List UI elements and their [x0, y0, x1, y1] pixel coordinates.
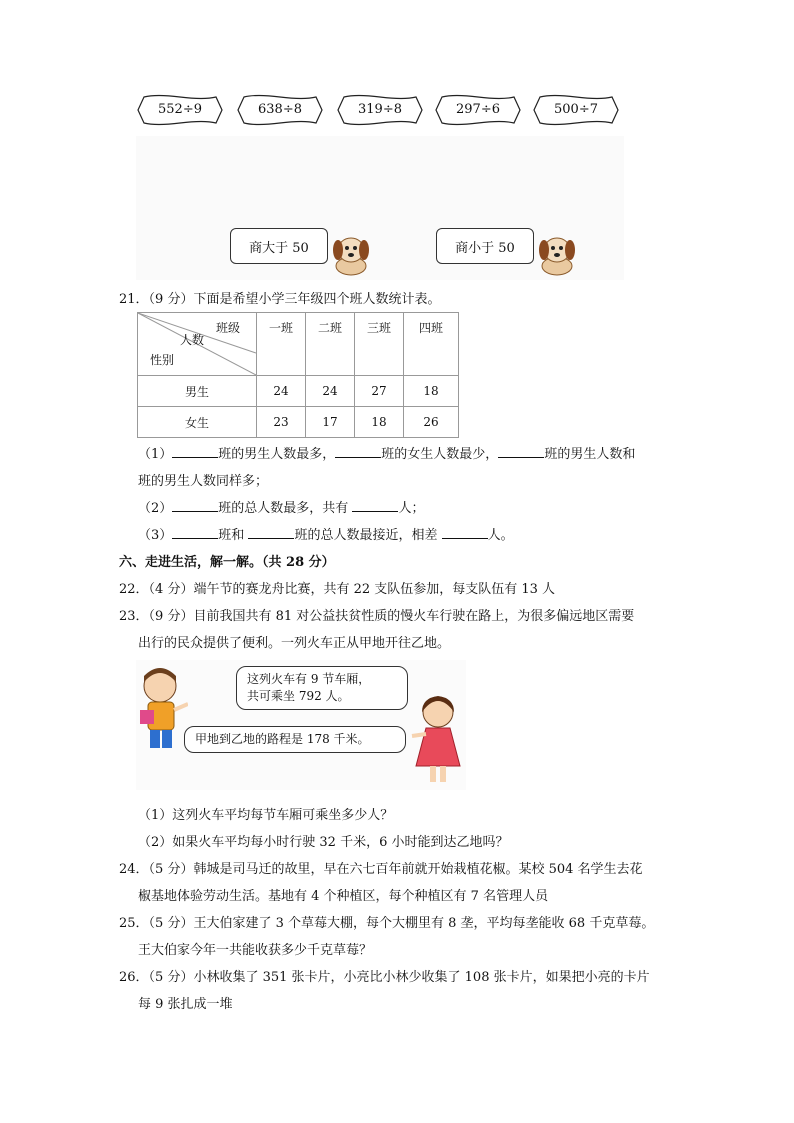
q21-sub1-line2: 班的男生人数同样多； — [138, 474, 269, 489]
speech-bubble-girl — [184, 726, 406, 753]
q21-sub1-line1 — [138, 443, 635, 462]
table-cell: 24 — [257, 376, 306, 407]
q23-line1: 23．（9 分）目前我国共有 81 对公益扶贫性质的慢火车行驶在路上，为很多偏远地区需要 — [119, 609, 635, 624]
text: 班的总人数最接近，相差 — [294, 528, 438, 543]
q26-line2: 每 9 张扎成一堆 — [138, 997, 233, 1012]
table-cell: 26 — [404, 407, 459, 438]
sub-number: （3） — [138, 528, 173, 543]
box-quotient-greater — [230, 228, 328, 264]
speech-bubble-boy — [236, 666, 408, 710]
expression-tag — [136, 94, 224, 126]
table-cell: 24 — [306, 376, 355, 407]
corner-label-count: 人数 — [180, 333, 205, 347]
expression-tag — [236, 94, 324, 126]
q24-line2: 椒基地体验劳动生活。基地有 4 个种植区，每个种植区有 7 名管理人员 — [138, 889, 549, 904]
table-cell: 27 — [355, 376, 404, 407]
expression-text: 319÷8 — [358, 102, 402, 117]
table-cell: 23 — [257, 407, 306, 438]
answer-blank[interactable] — [352, 499, 398, 512]
q23-sub1: （1）这列火车平均每节车厢可乘坐多少人？ — [138, 808, 394, 823]
text: 人。 — [487, 528, 514, 543]
answer-blank[interactable] — [498, 445, 544, 458]
answer-blank[interactable] — [335, 445, 381, 458]
section-heading: 六、走进生活，解一解。（共 28 分） — [119, 555, 335, 570]
expression-tag — [532, 94, 620, 126]
boy-character-icon — [136, 664, 188, 760]
table-cell: 18 — [355, 407, 404, 438]
corner-label-gender: 性别 — [150, 353, 175, 367]
answer-blank[interactable] — [172, 445, 218, 458]
column-header: 四班 — [404, 313, 459, 376]
class-stats-table — [137, 312, 459, 438]
answer-blank[interactable] — [172, 526, 218, 539]
puppy-icon — [534, 232, 580, 276]
q22-text: 22．（4 分）端午节的赛龙舟比赛，共有 22 支队伍参加，每支队伍有 13 人 — [119, 582, 556, 597]
text: 班和 — [218, 528, 245, 543]
q23-line2: 出行的民众提供了便利。一列火车正从甲地开往乙地。 — [138, 636, 451, 651]
row-label: 女生 — [138, 407, 257, 438]
column-header: 三班 — [355, 313, 404, 376]
puppy-icon — [328, 232, 374, 276]
q21-sub3 — [138, 524, 514, 543]
column-header: 一班 — [257, 313, 306, 376]
box-label: 商大于 50 — [249, 240, 309, 256]
row-label: 男生 — [138, 376, 257, 407]
expression-text: 638÷8 — [258, 102, 302, 117]
box-quotient-less — [436, 228, 534, 264]
expression-text: 297÷6 — [456, 102, 500, 117]
train-dialogue-figure — [136, 660, 466, 790]
q25-line2: 王大伯家今年一共能收获多少千克草莓？ — [138, 943, 373, 958]
q24-line1: 24．（5 分）韩城是司马迁的故里，早在六七百年前就开始栽植花椒。某校 504 名学生去花 — [119, 862, 643, 877]
bubble-text: 甲地到乙地的路程是 178 千米。 — [195, 732, 370, 746]
table-row — [138, 376, 459, 407]
text: 班的总人数最多，共有 — [218, 501, 349, 516]
corner-label-class: 班级 — [215, 321, 240, 335]
q21-sub2 — [138, 497, 424, 516]
answer-blank[interactable] — [248, 526, 294, 539]
quotient-sorting-figure — [136, 136, 624, 280]
table-cell: 17 — [306, 407, 355, 438]
q23-sub2: （2）如果火车平均每小时行驶 32 千米，6 小时能到达乙地吗？ — [138, 835, 509, 850]
table-cell: 18 — [404, 376, 459, 407]
table-header-row — [138, 313, 459, 376]
expression-text: 552÷9 — [158, 102, 202, 117]
q21-title: 21．（9 分）下面是希望小学三年级四个班人数统计表。 — [119, 292, 441, 307]
sub-number: （2） — [138, 501, 173, 516]
q26-line1: 26．（5 分）小林收集了 351 张卡片，小亮比小林少收集了 108 张卡片，如果把小亮的卡片 — [119, 970, 650, 985]
girl-character-icon — [406, 690, 466, 790]
text: 人； — [398, 501, 425, 516]
text: 班的男生人数最多， — [218, 447, 336, 462]
bubble-text: 共可乘坐 792 人。 — [247, 689, 350, 703]
text: 班的女生人数最少， — [381, 447, 499, 462]
expression-tag — [434, 94, 522, 126]
q25-line1: 25．（5 分）王大伯家建了 3 个草莓大棚，每个大棚里有 8 垄，平均每垄能收 68 千克草莓。 — [119, 916, 655, 931]
answer-blank[interactable] — [172, 499, 218, 512]
table-row — [138, 407, 459, 438]
expression-tag — [336, 94, 424, 126]
expression-tags — [136, 94, 626, 128]
bubble-text: 这列火车有 9 节车厢， — [247, 672, 371, 686]
text: 班的男生人数和 — [544, 447, 636, 462]
expression-text: 500÷7 — [554, 102, 598, 117]
sub-number: （1） — [138, 447, 173, 462]
header-corner-cell — [138, 313, 257, 376]
column-header: 二班 — [306, 313, 355, 376]
answer-blank[interactable] — [442, 526, 488, 539]
box-label: 商小于 50 — [455, 240, 515, 256]
